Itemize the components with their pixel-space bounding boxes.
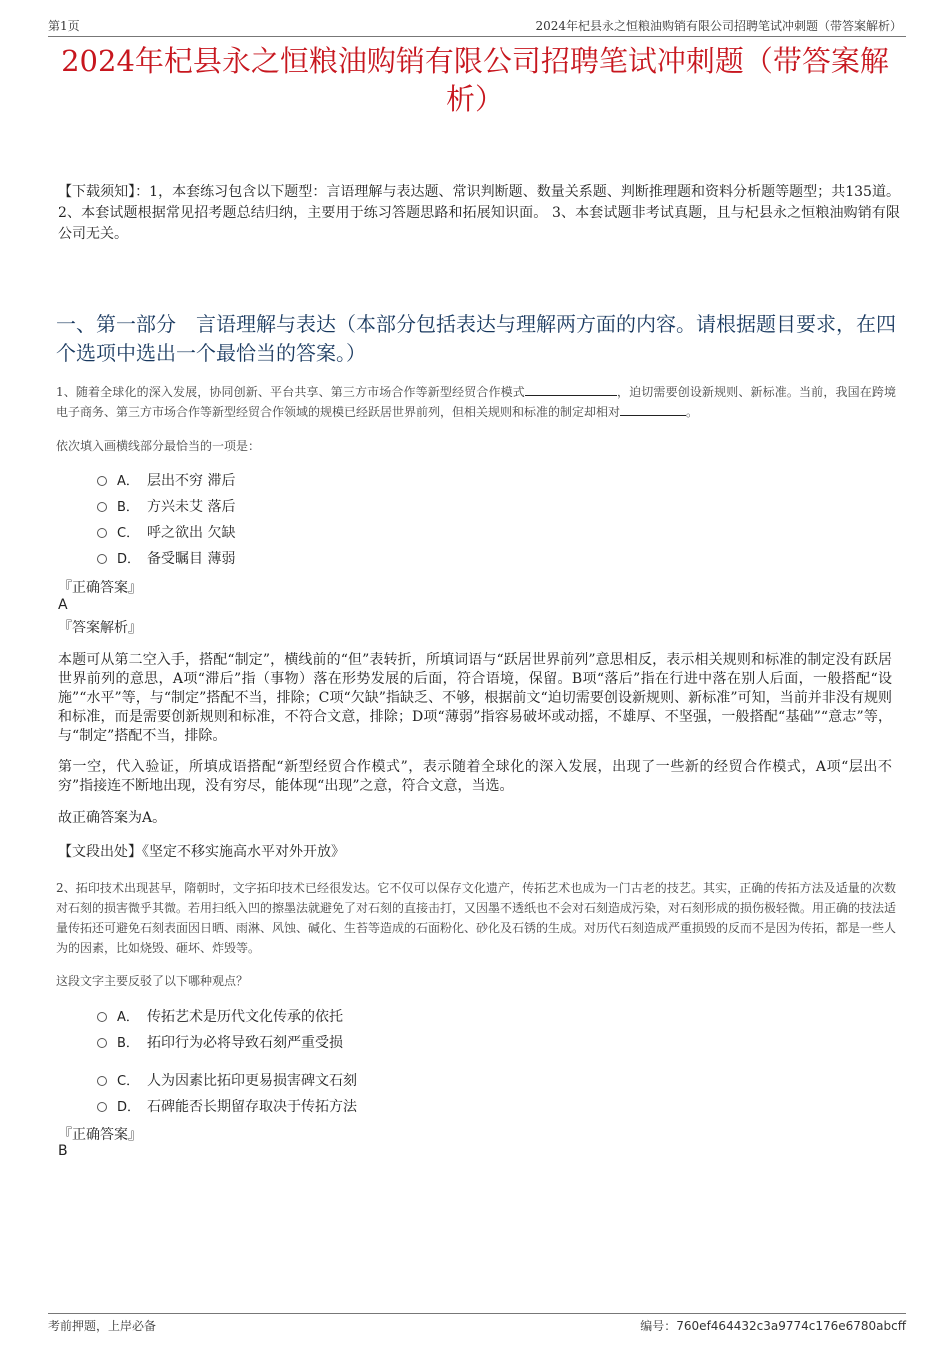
page-number: 第1页 [48, 19, 80, 33]
question-2-prompt: 这段文字主要反驳了以下哪种观点？ [56, 974, 249, 988]
answer-blank-2 [620, 404, 686, 416]
question-2-stem: 2、拓印技术出现甚早，隋朝时，文字拓印技术已经很发达。它不仅可以保存文化遗产，传拓艺术也成为一门古老的技艺。其实，正确的传拓方法及适量的次数对石刻的损害微乎其微。若用扫纸入凹的擦墨法就避免了对石刻的直接击打，又因墨不透纸也不会对石刻造成污染，对石刻形成的损伤极轻微。用正确的技法适量传拓还可避免石刻表面因日晒、雨淋、风蚀、碱化、生苔等造成的石面粉化、砂化及石锈的生成。对历代石刻造成严重损毁的反而不是因为传拓，都是一些人为的因素，比如烧毁、砸坏、炸毁等。 [56, 881, 897, 955]
footer-code: 编号：760ef464432c3a9774c176e6780abcff [640, 1319, 906, 1333]
page-header [48, 14, 906, 37]
q1-source: 【文段出处】《坚定不移实施高水平对外开放》 [58, 844, 345, 860]
radio-icon[interactable] [97, 1038, 107, 1048]
q2-option-c[interactable]: C． 人为因素比拓印更易损害碑文石刻 [97, 1071, 357, 1092]
q2-answer-label: 『正确答案』 [58, 1127, 142, 1143]
q2-option-d[interactable]: D． 石碑能否长期留存取决于传拓方法 [97, 1097, 357, 1118]
section-heading: 一、第一部分 言语理解与表达（本部分包括表达与理解两方面的内容。请根据题目要求，在四个选项中选出一个最恰当的答案。） [56, 312, 896, 365]
question-1-text-a: 1、随着全球化的深入发展，协同创新、平台共享、第三方市场合作等新型经贸合作模式 [56, 385, 525, 399]
q1-option-d[interactable]: D． 备受瞩目 薄弱 [97, 549, 235, 570]
q2-option-a[interactable]: A． 传拓艺术是历代文化传承的依托 [97, 1007, 343, 1028]
q1-option-b[interactable]: B． 方兴未艾 落后 [97, 497, 235, 518]
radio-icon[interactable] [97, 528, 107, 538]
download-notice: 【下载须知】：1，本套练习包含以下题型：言语理解与表达题、常识判断题、数量关系题、判断推理题和资料分析题等题型；共135道。 2、本套试题根据常见招考题总结归纳，主要用于练习答题思路和拓展知识面。 3、本套试题非考试真题，且与杞县永之恒粮油购销有限公司无关。 [58, 184, 900, 242]
q2-option-b[interactable]: B． 拓印行为必将导致石刻严重受损 [97, 1033, 343, 1054]
page-footer [48, 1313, 906, 1334]
radio-icon[interactable] [97, 476, 107, 486]
radio-icon[interactable] [97, 1076, 107, 1086]
footer-slogan: 考前押题，上岸必备 [48, 1319, 157, 1333]
q2-answer: B [58, 1143, 68, 1159]
q1-analysis-paragraph-2: 第一空，代入验证，所填成语搭配“新型经贸合作模式”，表示随着全球化的深入发展，出现了一些新的经贸合作模式，A项“层出不穷”指接连不断地出现，没有穷尽，能体现“出现”之意，符合文意，当选。 [58, 759, 892, 794]
question-1-text-c: 。 [686, 405, 699, 419]
radio-icon[interactable] [97, 554, 107, 564]
header-doc-title: 2024年杞县永之恒粮油购销有限公司招聘笔试冲刺题（带答案解析） [535, 19, 902, 33]
question-1-stem [56, 382, 896, 422]
q1-analysis-conclusion: 故正确答案为A。 [58, 810, 167, 826]
q1-answer: A [58, 597, 68, 613]
q1-analysis-paragraph-1: 本题可从第二空入手，搭配“制定”，横线前的“但”表转折，所填词语与“跃居世界前列”意思相反，表示相关规则和标准的制定没有跃居世界前列的意思，A项“滞后”指（事物）落在形势发展的后面，符合语境，保留。B项“落后”指在行进中落在别人后面，一般搭配“设施”“水平”等，与“制定”搭配不当，排除；C项“欠缺”指缺乏、不够，根据前文“迫切需要创设新规则、新标准”可知，当前并非没有规则和标准，而是需要创新规则和标准，不符合文意，排除；D项“薄弱”指容易破坏或动摇，不雄厚、不坚强，一般搭配“基础”“意志”等，与“制定”搭配不当，排除。 [58, 652, 892, 744]
radio-icon[interactable] [97, 1012, 107, 1022]
radio-icon[interactable] [97, 502, 107, 512]
q1-answer-label: 『正确答案』 [58, 580, 142, 596]
q1-option-c[interactable]: C． 呼之欲出 欠缺 [97, 523, 235, 544]
question-1-text-b: ，迫切需要创设新规则、新标准。当前，我国在跨境电子商务、第三方市场合作等新型经贸合作领域的规模已经跃居世界前列，但相关规则和标准的制定却相对 [56, 385, 896, 419]
q1-option-a[interactable]: A． 层出不穷 滞后 [97, 471, 235, 492]
q1-analysis-label: 『答案解析』 [58, 620, 142, 636]
answer-blank-1 [525, 384, 617, 396]
question-1-prompt: 依次填入画横线部分最恰当的一项是： [56, 439, 261, 453]
document-title: 2024年杞县永之恒粮油购销有限公司招聘笔试冲刺题（带答案解析） [61, 44, 889, 116]
radio-icon[interactable] [97, 1102, 107, 1112]
